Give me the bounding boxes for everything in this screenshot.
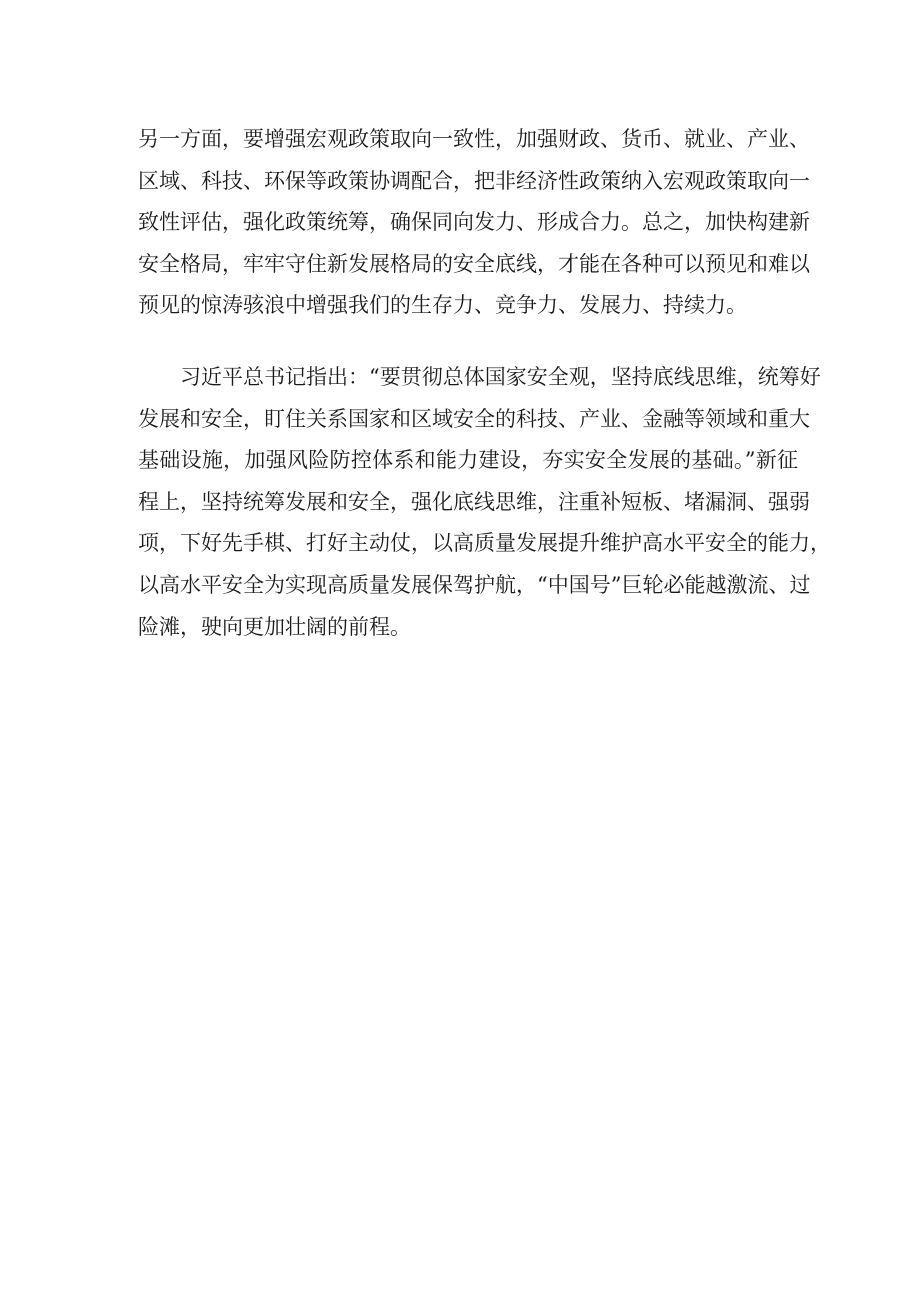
text-line: 区域、科技、环保等政策协调配合，把非经济性政策纳入宏观政策取向一 <box>138 168 810 193</box>
text-line: 另一方面，要增强宏观政策取向一致性，加强财政、货币、就业、产业、 <box>138 127 810 151</box>
document-body <box>138 119 831 648</box>
text-line: 程上，坚持统筹发展和安全，强化底线思维，注重补短板、堵漏洞、强弱 <box>138 489 810 514</box>
text-line: 安全格局，牢牢守住新发展格局的安全底线，才能在各种可以预见和难以 <box>138 251 810 276</box>
text-line: 习近平总书记指出：“要贯彻总体国家安全观，坚持底线思维，统筹好 <box>138 364 821 389</box>
paragraph-gap <box>138 327 798 357</box>
text-line: 险滩，驶向更加壮阔的前程。 <box>138 614 411 639</box>
paragraph-1 <box>138 119 810 327</box>
text-line: 以高水平安全为实现高质量发展保驾护航，“中国号”巨轮必能越激流、过 <box>138 572 811 597</box>
text-line: 致性评估，强化政策统筹，确保同向发力、形成合力。总之，加快构建新 <box>138 210 810 235</box>
text-line: 预见的惊涛骇浪中增强我们的生存力、竞争力、发展力、持续力。 <box>138 293 747 318</box>
text-line: 基础设施，加强风险防控体系和能力建设，夯实安全发展的基础。”新征 <box>138 448 798 473</box>
paragraph-2 <box>138 357 831 648</box>
text-line: 发展和安全，盯住关系国家和区域安全的科技、产业、金融等领域和重大 <box>138 406 810 431</box>
text-line: 项，下好先手棋、打好主动仗，以高质量发展提升维护高水平安全的能力， <box>138 531 831 556</box>
